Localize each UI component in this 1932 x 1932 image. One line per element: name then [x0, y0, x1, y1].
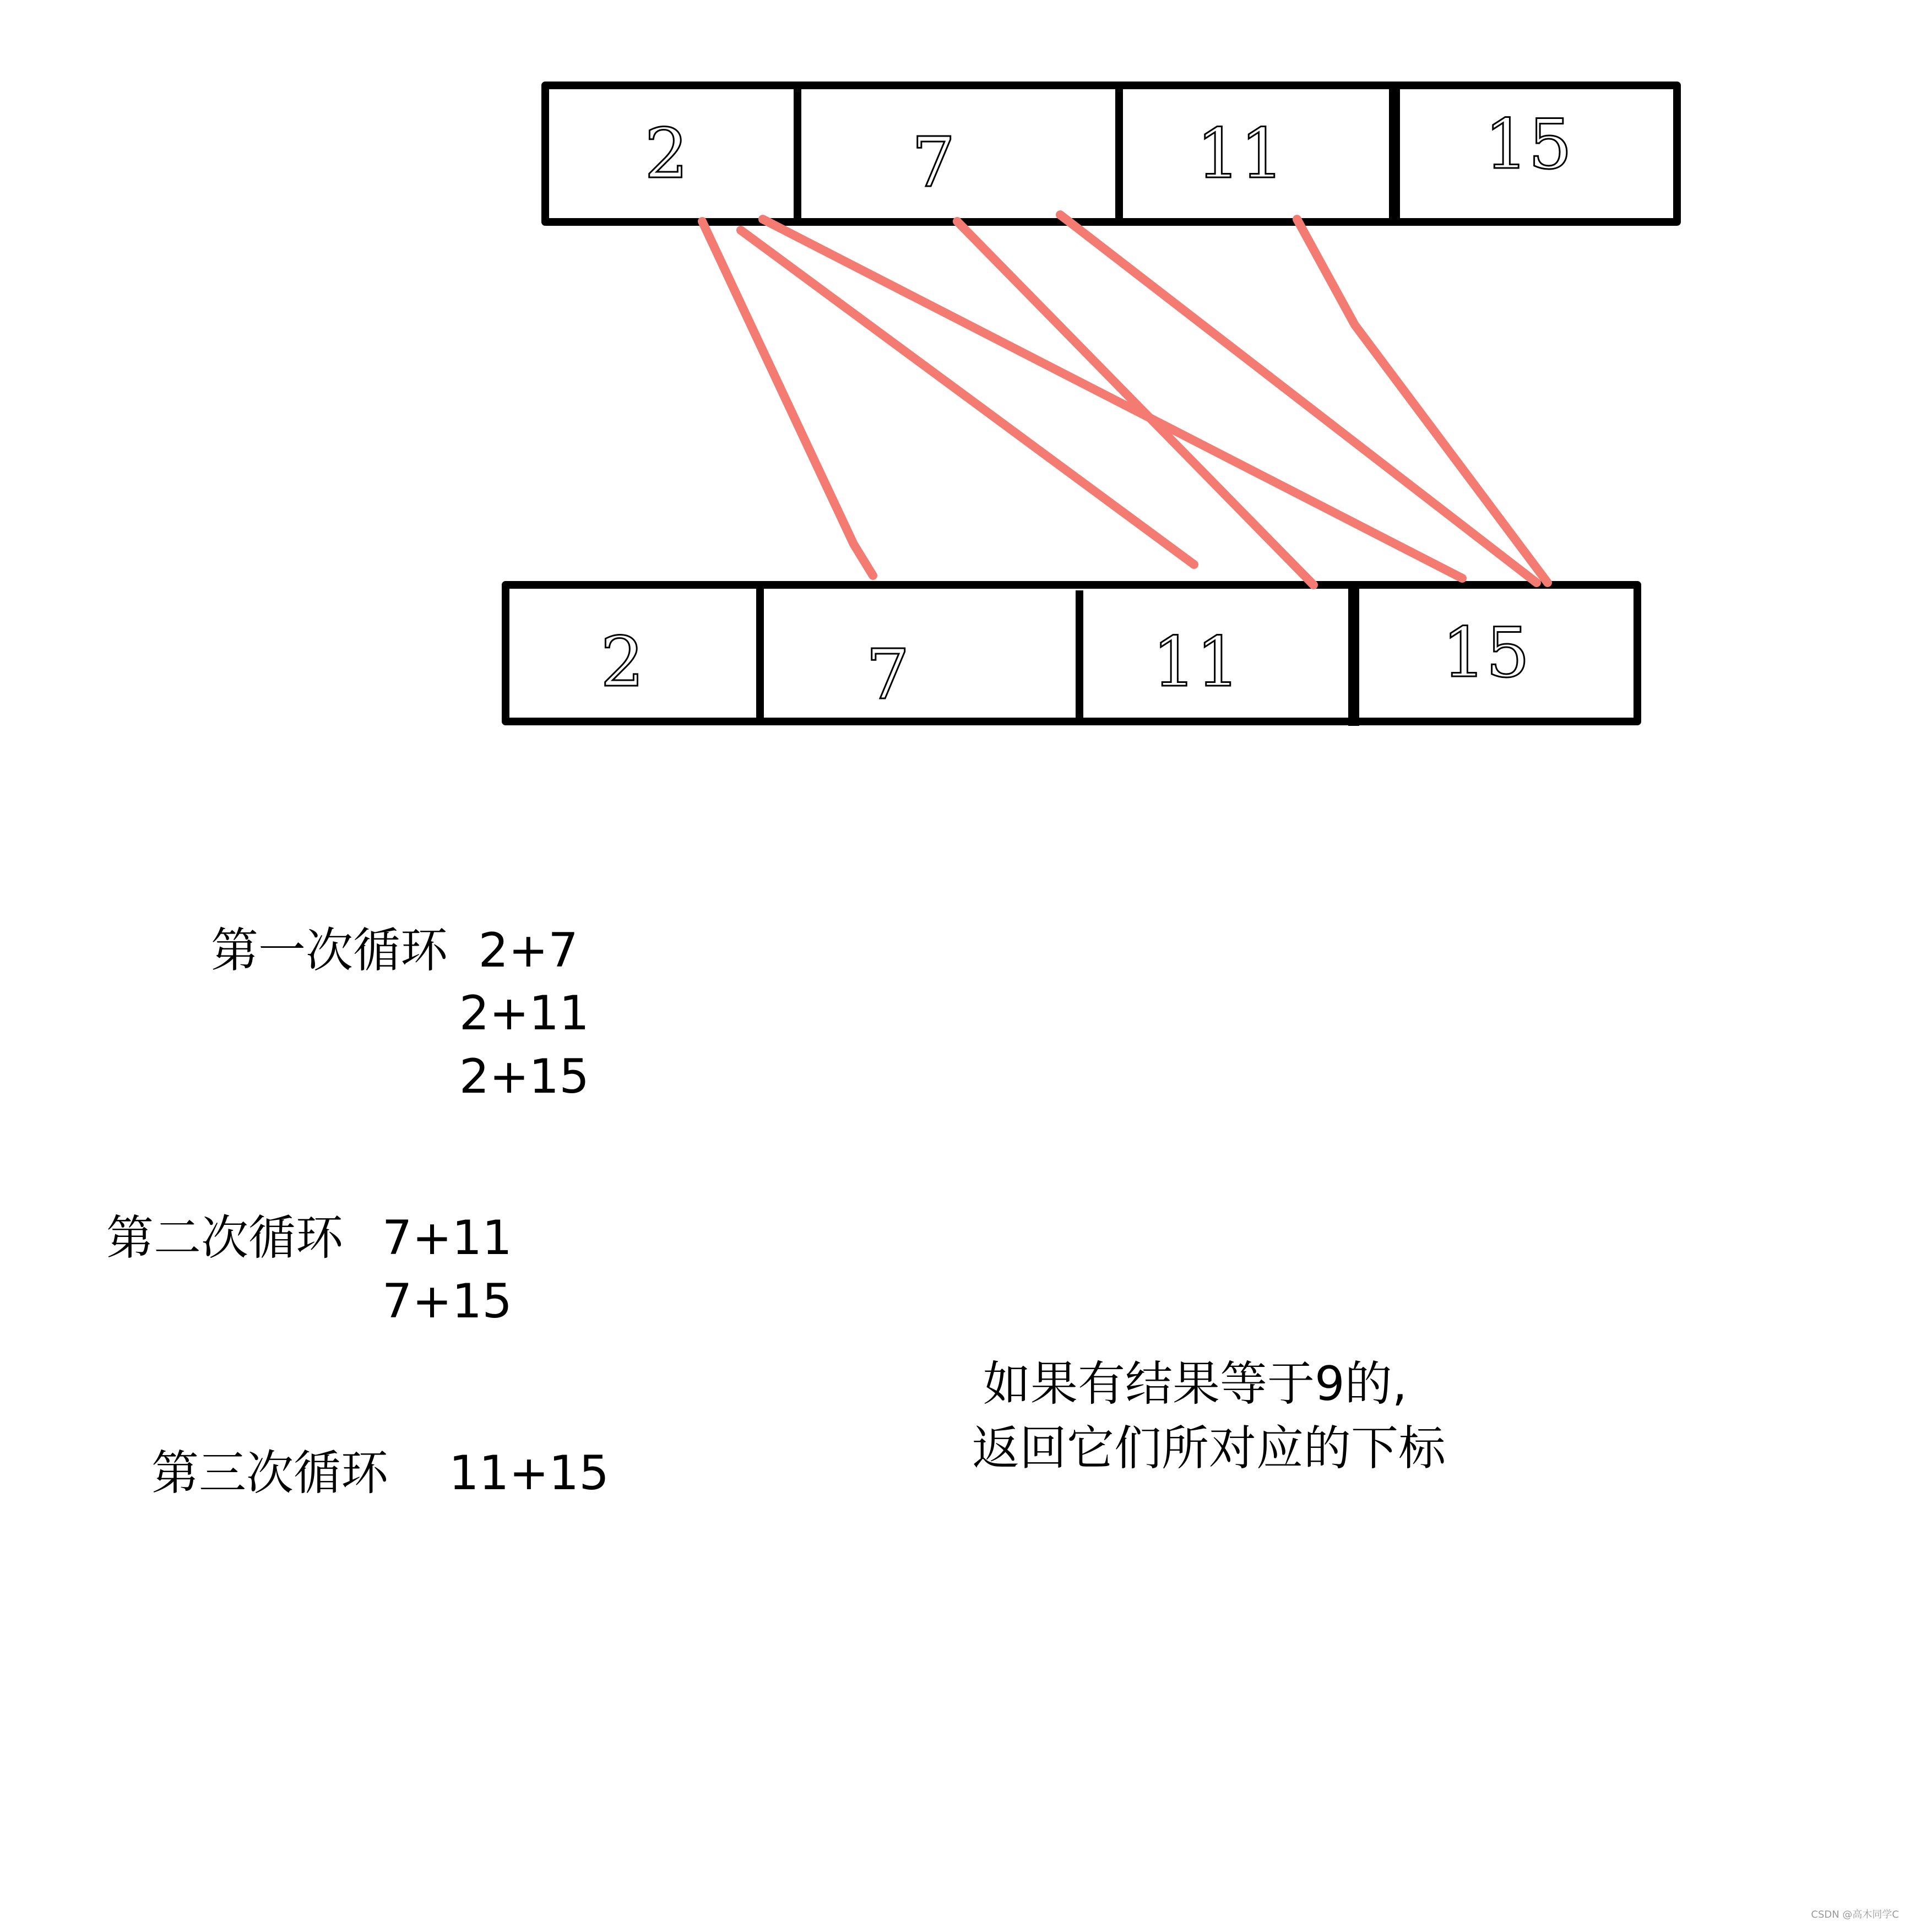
- connector-11-15: [1297, 219, 1548, 583]
- bottom-cell-1: 7: [866, 635, 910, 715]
- loop2-pair-1: 7+11: [382, 1211, 512, 1266]
- bottom-cell-0: 2: [600, 622, 644, 702]
- pair-connectors: [702, 215, 1548, 585]
- bottom-array-values: [600, 613, 1529, 715]
- top-cell-1: 7: [911, 123, 956, 203]
- connector-2-7: [702, 221, 873, 576]
- loop2-label: 第二次循环: [106, 1211, 343, 1266]
- top-cell-2: 11: [1196, 114, 1284, 194]
- bottom-cell-3: 15: [1442, 613, 1530, 693]
- loop3-pair-1: 11+15: [449, 1446, 609, 1501]
- loop1-label: 第一次循环: [211, 923, 448, 978]
- result-note-line1: 如果有结果等于9的,: [983, 1356, 1408, 1412]
- bottom-cell-2: 11: [1152, 622, 1240, 702]
- top-cell-0: 2: [644, 114, 688, 194]
- result-note-line2: 返回它们所对应的下标: [972, 1421, 1446, 1476]
- loop2-pair-2: 7+15: [382, 1274, 512, 1329]
- loop1-pair-1: 2+7: [478, 923, 578, 978]
- loop3-label: 第三次循环: [151, 1446, 388, 1501]
- loop1-pair-2: 2+11: [459, 986, 589, 1041]
- connector-2-15: [763, 219, 1462, 578]
- watermark-text: CSDN @高木同学C: [1811, 1909, 1899, 1920]
- top-array-values: [644, 105, 1572, 203]
- top-cell-3: 15: [1484, 105, 1572, 184]
- loop1-pair-3: 2+15: [459, 1049, 589, 1104]
